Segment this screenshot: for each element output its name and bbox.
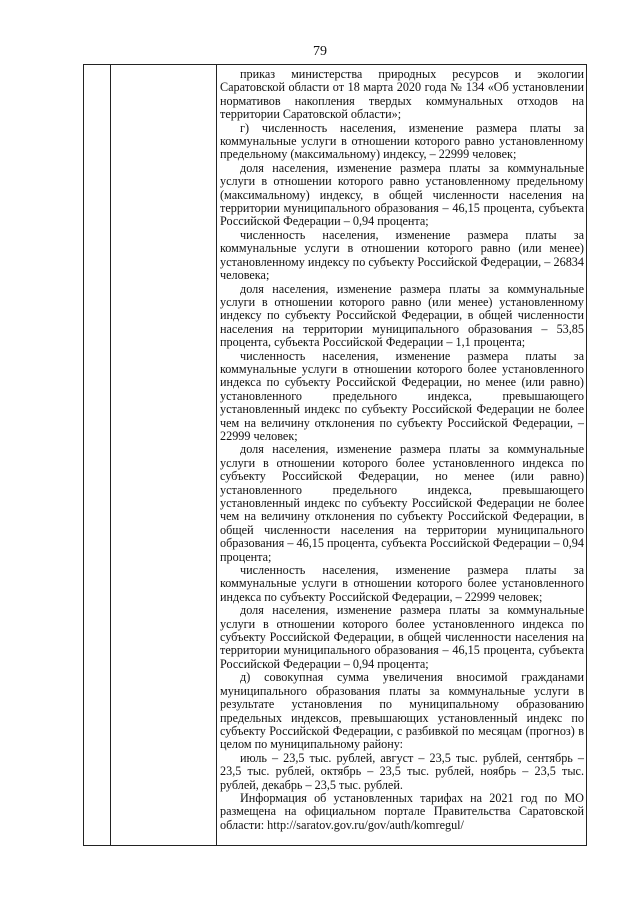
column-divider-2 [216,65,217,845]
paragraph-population-equal-or-less: численность населения, изменение размера платы за коммунальные услуги в отношении которого равно (или менее) установленному индексу по субъекту Российской Федерации, – 26834 человека; [220,227,584,283]
paragraph-tariff-info-link: Информация об установленных тарифах на 2021 год по МО размещена на официальном портале Правительства Саратовской области: http://saratov.gov.ru/gov/auth/komregul/ [220,790,584,832]
paragraph-share-above-within-deviation: доля населения, изменение размера платы за коммунальные услуги в отношении которого более установленного индекса по субъекту Российской Федерации, но менее (или равно) установленного предельного индекса, превышающего установленный индекс по субъекту Российской Федерации не более чем на величину отклонения по субъекту Российской Федерации, в общей численности населения на территории муниципального образования – 46,15 процента, субъекта Российской Федерации – 0,94 процента; [220,442,584,564]
paragraph-monthly-forecast: июль – 23,5 тыс. рублей, август – 23,5 тыс. рублей, сентябрь – 23,5 тыс. рублей, октябрь – 23,5 тыс. рублей, ноябрь – 23,5 тыс. рублей, декабрь – 23,5 тыс. рублей. [220,750,584,792]
paragraph-share-above-index: доля населения, изменение размера платы за коммунальные услуги в отношении которого более установленного индекса по субъекту Российской Федерации, в общей численности населения на территории муниципального образования – 46,15 процента, субъекта Российской Федерации – 0,94 процента; [220,603,584,671]
paragraph-g-population-equal-max: г) численность населения, изменение размера платы за коммунальные услуги в отношении которого равно установленному предельному (максимальному) индексу, – 22999 человек; [220,120,584,162]
paragraph-population-above-index: численность населения, изменение размера платы за коммунальные услуги в отношении которого более установленного индекса по субъекту Российской Федерации, – 22999 человек; [220,563,584,604]
paragraph-share-equal-or-less: доля населения, изменение размера платы за коммунальные услуги в отношении которого равно (или менее) установленному индексу по субъекту Российской Федерации, в общей численности населения на территории муниципального образования – 53,85 процента, субъекта Российской Федерации – 1,1 процента; [220,281,584,350]
paragraph-population-above-within-deviation: численность населения, изменение размера платы за коммунальные услуги в отношении которого более установленного индекса по субъекту Российской Федерации, но менее (или равно) установленного предельного индекса, превышающего установленный индекс по субъекту Российской Федерации не более чем на величину отклонения по субъекту Российской Федерации, – 22999 человек; [220,348,584,443]
column-divider-1 [110,65,111,845]
paragraph-order-reference: приказ министерства природных ресурсов и экологии Саратовской области от 18 марта 2020 года № 134 «Об установлении нормативов накопления твердых коммунальных отходов на территории Саратовской области»; [220,67,584,122]
paragraph-share-equal-max: доля населения, изменение размера платы за коммунальные услуги в отношении которого равно установленному предельному (максимальному) индексу, в общей численности населения на территории муниципального образования – 46,15 процента, субъекта Российской Федерации – 0,94 процента; [220,160,584,229]
paragraph-d-total-increase: д) совокупная сумма увеличения вносимой гражданами муниципального образования платы за коммунальные услуги в результате установления по муниципальному образованию предельных индексов, превышающих установленный индекс по субъекту Российской Федерации, с разбивкой по месяцам (прогноз) в целом по муниципальному району: [220,670,584,752]
page-number: 79 [313,44,327,59]
document-table [83,64,587,846]
table-cell-text [220,68,584,832]
